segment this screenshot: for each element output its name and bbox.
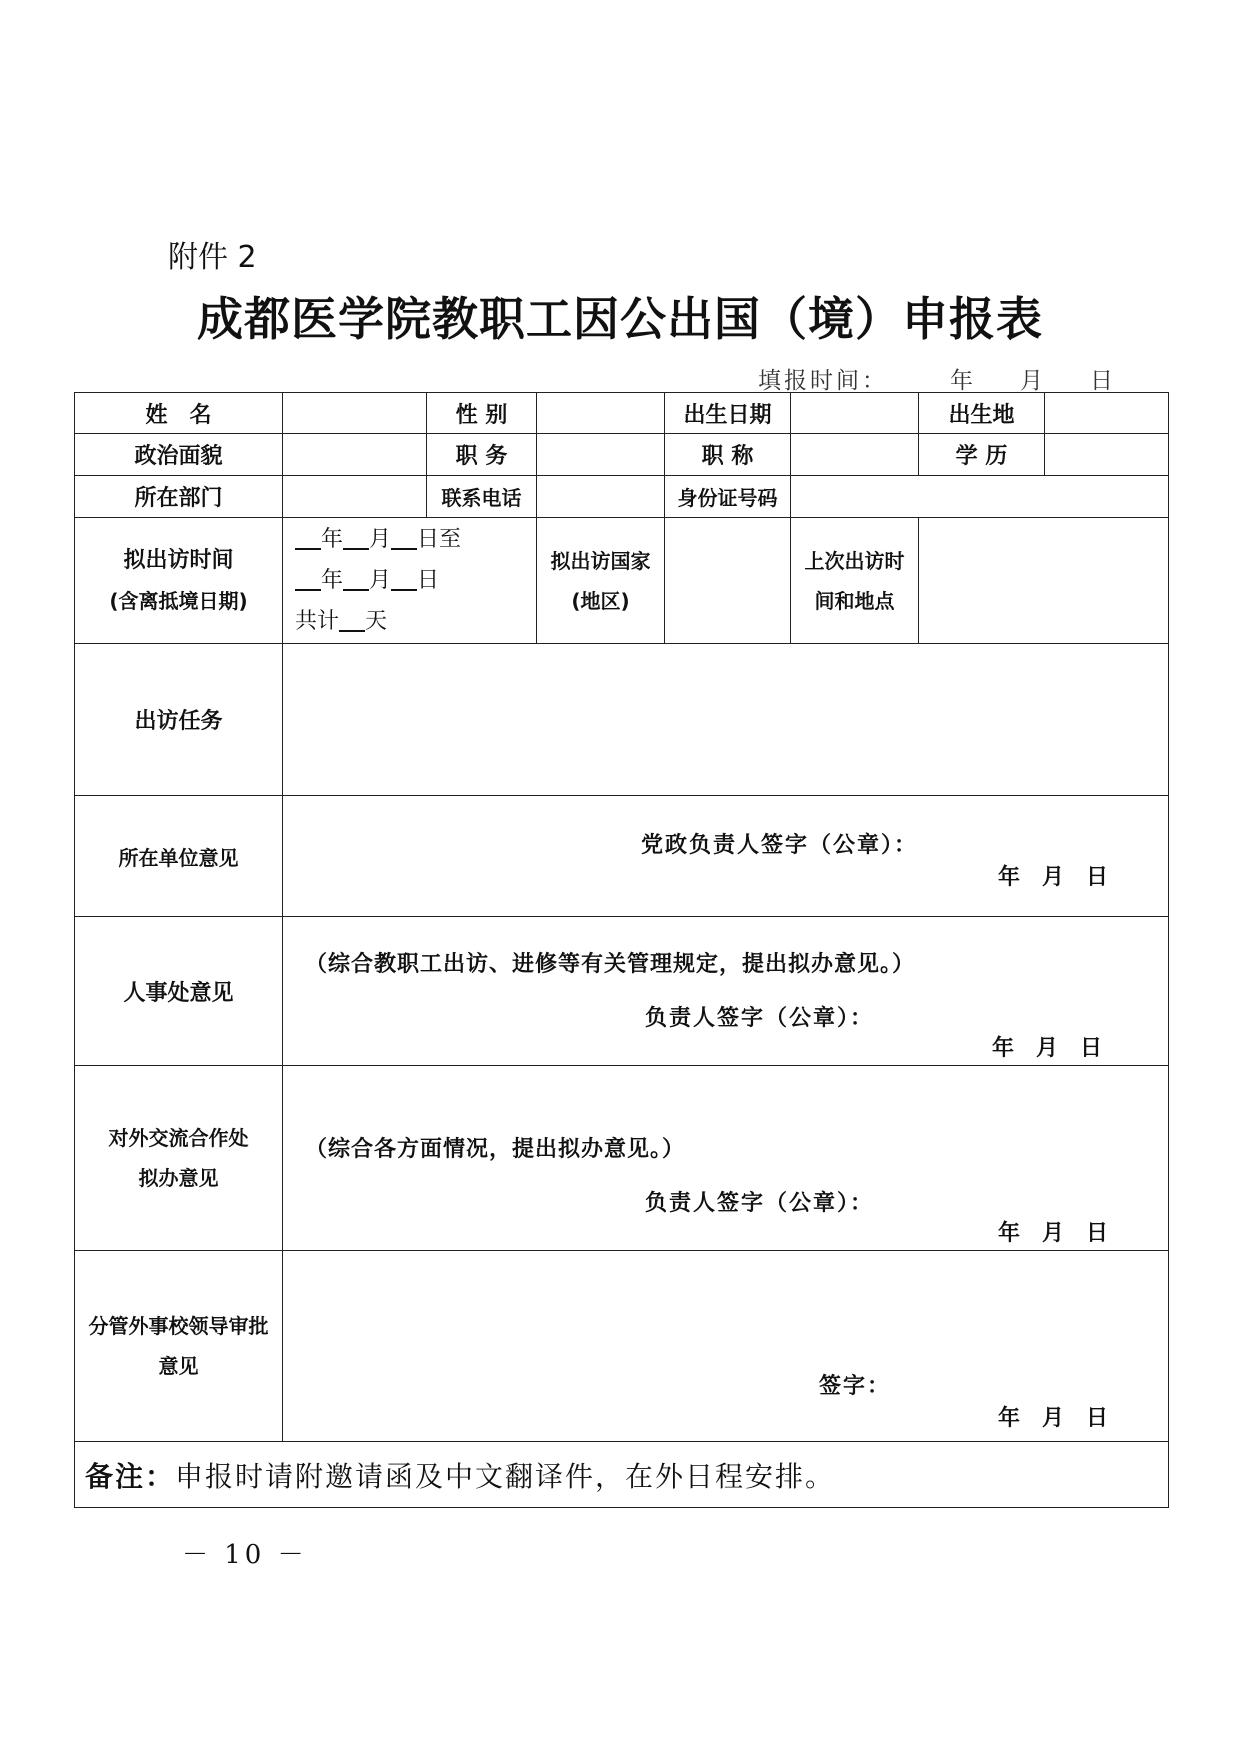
birthplace-label: 出生地 bbox=[919, 393, 1045, 434]
intl-sign-label: 负责人签字（公章）： bbox=[645, 1191, 875, 1216]
row-intl-opinion bbox=[75, 1066, 1169, 1251]
unit-opinion-field[interactable] bbox=[283, 796, 1169, 917]
note-text: 申报时请附邀请函及中文翻译件，在外日程安排。 bbox=[175, 1459, 836, 1493]
political-status-label: 政治面貌 bbox=[75, 434, 283, 476]
row-leader-opinion bbox=[75, 1251, 1169, 1442]
leader-opinion-title: 分管外事校领导审批 bbox=[88, 1314, 269, 1338]
intl-hint: （综合各方面情况，提出拟办意见。） bbox=[305, 1137, 686, 1162]
birth-date-label: 出生日期 bbox=[665, 393, 791, 434]
hr-opinion-label: 人事处意见 bbox=[75, 917, 283, 1066]
leader-opinion-sub: 意见 bbox=[158, 1354, 199, 1378]
position-label: 职 务 bbox=[427, 434, 537, 476]
department-field[interactable] bbox=[283, 476, 427, 518]
birth-date-field[interactable] bbox=[791, 393, 919, 434]
country-sub: (地区) bbox=[571, 588, 630, 613]
hr-opinion-field[interactable] bbox=[283, 917, 1169, 1066]
fill-day: 日 bbox=[1090, 368, 1116, 394]
id-number-field[interactable] bbox=[791, 476, 1169, 518]
last-visit-title: 上次出访时 bbox=[804, 548, 905, 573]
task-label: 出访任务 bbox=[75, 644, 283, 796]
leader-opinion-field[interactable] bbox=[283, 1251, 1169, 1442]
unit-sign-label: 党政负责人签字（公章）： bbox=[641, 833, 919, 858]
id-number-label: 身份证号码 bbox=[665, 476, 791, 518]
row-visit bbox=[75, 518, 1169, 644]
row-basic-1 bbox=[75, 393, 1169, 434]
fill-time bbox=[758, 362, 1116, 395]
attachment-label: 附件 2 bbox=[168, 240, 257, 275]
department-label: 所在部门 bbox=[75, 476, 283, 518]
unit-date: 年 月 日 bbox=[997, 865, 1108, 890]
position-field[interactable] bbox=[537, 434, 665, 476]
last-visit-sub: 间和地点 bbox=[814, 588, 895, 613]
intl-date: 年 月 日 bbox=[997, 1221, 1108, 1246]
row-note bbox=[75, 1442, 1169, 1508]
row-basic-2 bbox=[75, 434, 1169, 476]
row-task bbox=[75, 644, 1169, 796]
intl-opinion-sub: 拟办意见 bbox=[138, 1166, 219, 1190]
intl-opinion-field[interactable] bbox=[283, 1066, 1169, 1251]
visit-time-sub: (含离抵境日期) bbox=[109, 588, 248, 613]
country-title: 拟出访国家 bbox=[550, 548, 651, 573]
hr-date: 年 月 日 bbox=[991, 1036, 1102, 1061]
phone-field[interactable] bbox=[537, 476, 665, 518]
education-label: 学 历 bbox=[919, 434, 1045, 476]
hr-hint: （综合教职工出访、进修等有关管理规定，提出拟办意见。） bbox=[305, 952, 916, 977]
note-cell bbox=[75, 1442, 1169, 1508]
title-field[interactable] bbox=[791, 434, 919, 476]
note-label: 备注： bbox=[85, 1459, 176, 1493]
task-field[interactable] bbox=[283, 644, 1169, 796]
unit-opinion-label: 所在单位意见 bbox=[75, 796, 283, 917]
name-label: 姓 名 bbox=[75, 393, 283, 434]
form-title: 成都医学院教职工因公出国（境）申报表 bbox=[197, 292, 1043, 346]
name-field[interactable] bbox=[283, 393, 427, 434]
visit-end-line: 年 月 日 bbox=[295, 560, 536, 601]
gender-field[interactable] bbox=[537, 393, 665, 434]
title-label: 职 称 bbox=[665, 434, 791, 476]
visit-time-field[interactable] bbox=[283, 518, 537, 644]
hr-sign-label: 负责人签字（公章）： bbox=[645, 1006, 875, 1031]
leader-sign-label: 签字： bbox=[819, 1374, 892, 1399]
fill-month: 月 bbox=[1020, 368, 1046, 394]
row-unit-opinion bbox=[75, 796, 1169, 917]
education-field[interactable] bbox=[1045, 434, 1169, 476]
visit-time-label bbox=[75, 518, 283, 644]
last-visit-field[interactable] bbox=[919, 518, 1169, 644]
political-status-field[interactable] bbox=[283, 434, 427, 476]
visit-start-line: 年 月 日至 bbox=[295, 519, 536, 560]
intl-opinion-label bbox=[75, 1066, 283, 1251]
fill-year: 年 bbox=[950, 368, 976, 394]
birthplace-field[interactable] bbox=[1045, 393, 1169, 434]
intl-opinion-title: 对外交流合作处 bbox=[108, 1126, 249, 1150]
visit-total-line: 共计 天 bbox=[295, 609, 388, 634]
page-number: － 10 － bbox=[182, 1540, 308, 1570]
row-hr-opinion bbox=[75, 917, 1169, 1066]
country-label bbox=[537, 518, 665, 644]
leader-opinion-label bbox=[75, 1251, 283, 1442]
leader-date: 年 月 日 bbox=[997, 1406, 1108, 1431]
visit-time-title: 拟出访时间 bbox=[123, 547, 234, 573]
row-basic-3 bbox=[75, 476, 1169, 518]
gender-label: 性 别 bbox=[427, 393, 537, 434]
country-field[interactable] bbox=[665, 518, 791, 644]
phone-label: 联系电话 bbox=[427, 476, 537, 518]
last-visit-label bbox=[791, 518, 919, 644]
fill-time-label: 填报时间： bbox=[758, 368, 888, 394]
application-form-table bbox=[74, 392, 1169, 1508]
